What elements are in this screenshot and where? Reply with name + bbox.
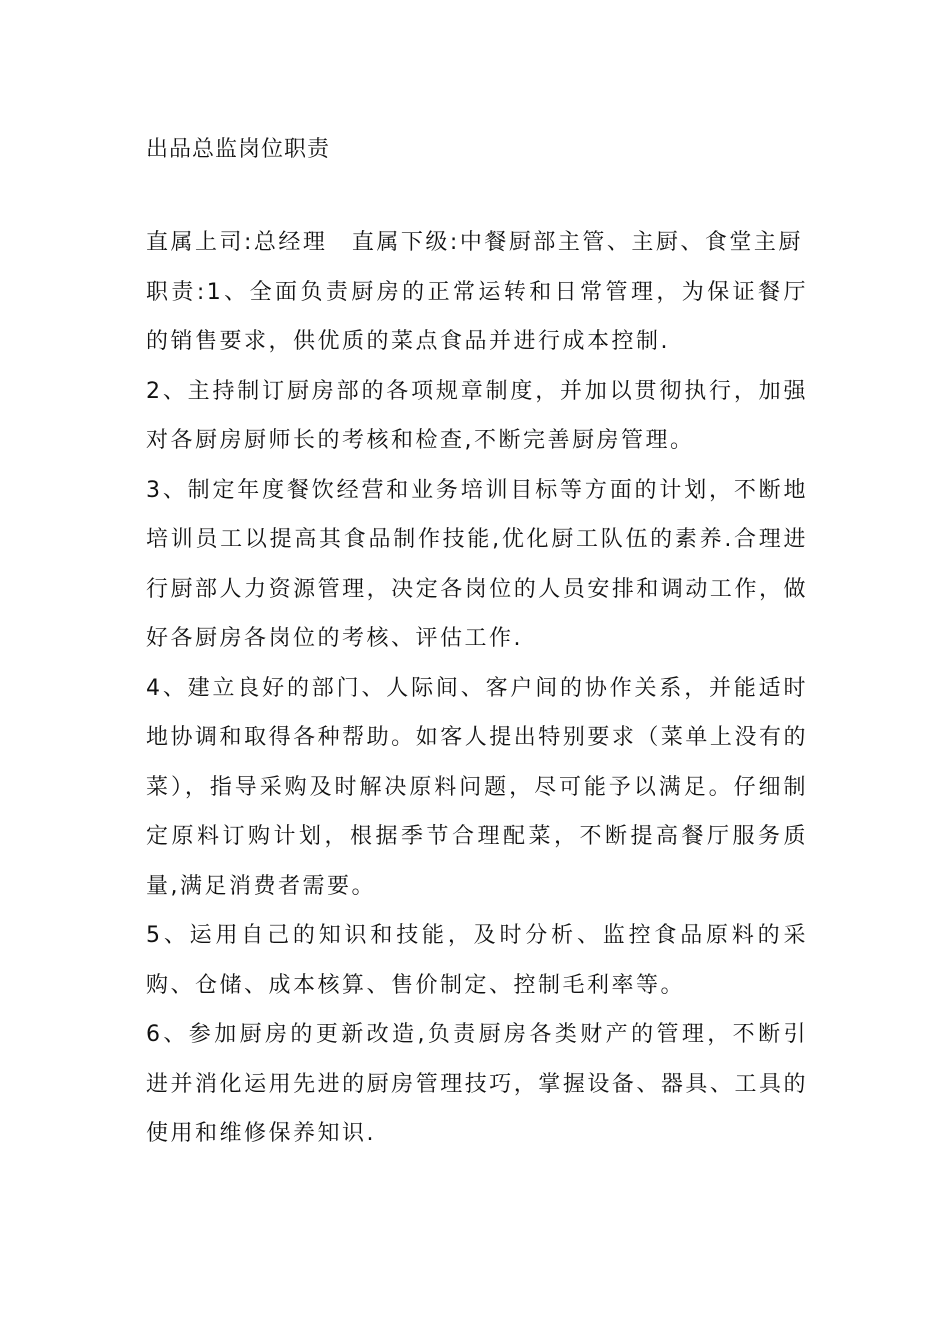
duty-paragraph-4: 4、建立良好的部门、人际间、客户间的协作关系，并能适时地协调和取得各种帮助。如客人提出特别要求（菜单上没有的菜），指导采购及时解决原料问题，尽可能予以满足。仔细制定原料订购计划，根据季节合理配菜，不断提高餐厅服务质量,满足消费者需要。 (146, 675, 808, 899)
duty-paragraph-3: 3、制定年度餐饮经营和业务培训目标等方面的计划，不断地培训员工以提高其食品制作技能,优化厨工队伍的素养.合理进行厨部人力资源管理，决定各岗位的人员安排和调动工作，做好各厨房各岗位的考核、评估工作. (146, 477, 808, 651)
reporting-line: 直属上司:总经理 直属下级:中餐厨部主管、主厨、食堂主厨 (146, 230, 803, 255)
duty-paragraph-6: 6、参加厨房的更新改造,负责厨房各类财产的管理，不断引进并消化运用先进的厨房管理技巧，掌握设备、器具、工具的使用和维修保养知识. (146, 1022, 808, 1146)
document-title: 出品总监岗位职责 (146, 137, 331, 162)
duty-paragraph-5: 5、运用自己的知识和技能，及时分析、监控食品原料的采购、仓储、成本核算、售价制定、控制毛利率等。 (146, 923, 808, 998)
duty-paragraph-1: 职责:1、全面负责厨房的正常运转和日常管理，为保证餐厅的销售要求，供优质的菜点食品并进行成本控制. (146, 279, 808, 354)
document-body (146, 128, 808, 1159)
duty-paragraph-2: 2、主持制订厨房部的各项规章制度，并加以贯彻执行，加强对各厨房厨师长的考核和检查,不断完善厨房管理。 (146, 378, 808, 453)
